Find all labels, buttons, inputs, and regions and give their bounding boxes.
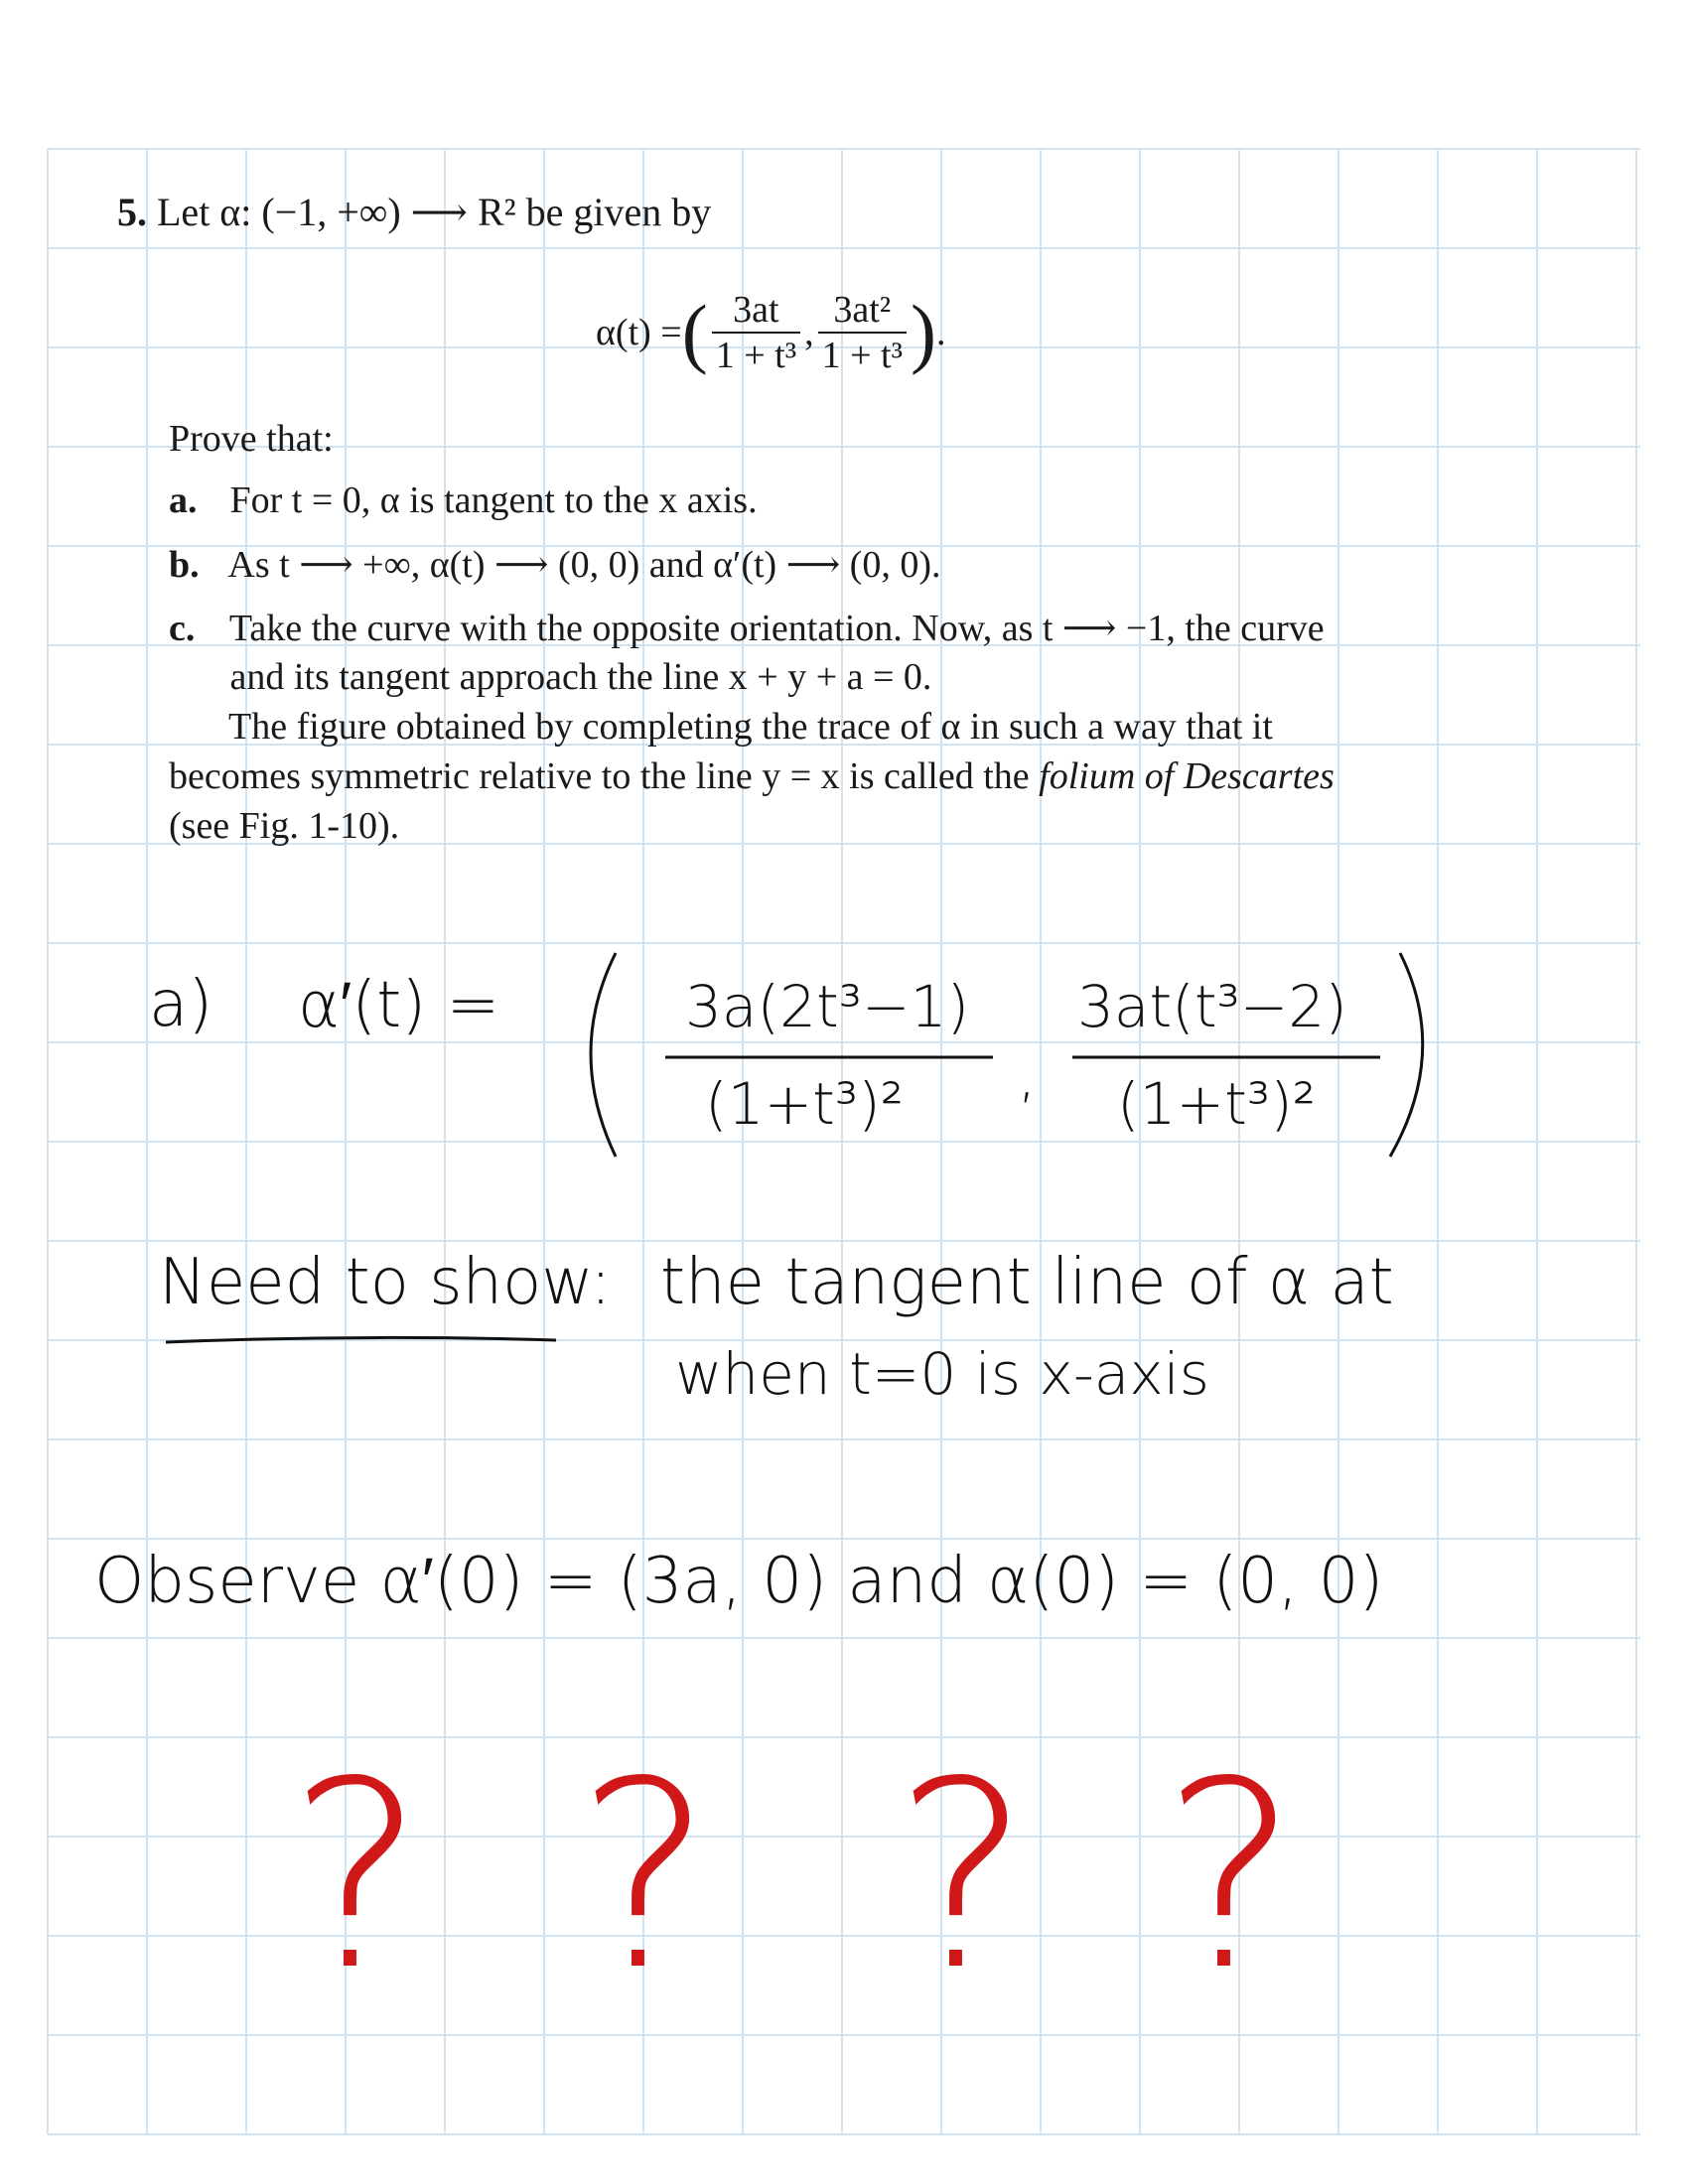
problem-number: 5. [117,190,147,234]
item-a [169,478,758,522]
folium-term: folium of Descartes [1039,755,1335,797]
derivative-denominator-1: (1+t³)² [705,1070,904,1138]
fraction-1-numerator: 3at [712,288,800,334]
need-to-show-label: Need to show: [159,1246,612,1319]
item-a-label: a. [169,479,198,521]
problem-statement [117,189,711,235]
derivative-comma: , [1018,1042,1037,1110]
item-b-label: b. [169,544,200,586]
alpha-formula: α(t) = ( $\frac{3at}{\text{1 + t³}}$ , $\frac{\text{3at²}}{\text{1 + t³}}$ ) . [596,289,946,376]
need-underline [164,1330,561,1350]
close-paren: ) [910,289,936,375]
item-c [169,606,1325,650]
paragraph-line-1: The figure obtained by completing the trace of α in such a way that it [228,706,1273,748]
fraction-1-denominator: 1 + t³ [715,335,797,376]
derivative-lhs: α′(t) = [298,969,500,1042]
fraction-1 [712,288,800,377]
item-c-text: Take the curve with the opposite orientation. Now, as t ⟶ −1, the curve [228,608,1325,649]
question-mark-4: ? [1162,1727,1299,2027]
fraction-2-numerator: 3at² [818,288,907,334]
item-b [169,542,941,587]
need-to-show-text-2: when t=0 is x-axis [675,1340,1209,1408]
item-a-text: For t = 0, α is tangent to the x axis. [229,479,758,521]
derivative-numerator-1: 3a(2t³−1) [685,973,970,1040]
item-c-continued [169,655,931,699]
open-paren: ( [681,289,708,375]
problem-intro: Let α: (−1, +∞) ⟶ R² be given by [157,190,712,234]
observe-line: Observe α′(0) = (3a, 0) and α(0) = (0, 0) [94,1545,1384,1618]
need-to-show-text: the tangent line of α at [660,1246,1394,1319]
formula-lhs: α(t) = [596,312,682,353]
item-b-text: As t ⟶ +∞, α(t) ⟶ (0, 0) and α′(t) ⟶ (0, 0). [227,544,941,586]
part-label: a) [149,968,213,1041]
derivative-denominator-2: (1+t³)² [1117,1070,1316,1138]
paragraph-line-3: (see Fig. 1-10). [169,805,400,847]
fraction-2 [818,288,907,377]
question-mark-3: ? [894,1727,1031,2027]
paragraph-line-2 [169,754,1335,798]
derivative-numerator-2: 3at(t³−2) [1077,973,1347,1040]
question-mark-1: ? [288,1727,425,2027]
prove-label: Prove that: [169,418,334,460]
comma: , [804,312,814,353]
paragraph-line-2-text: becomes symmetric relative to the line y = x is called the [169,755,1030,797]
fraction-2-denominator: 1 + t³ [821,335,903,376]
item-c-label: c. [169,608,196,649]
question-mark-2: ? [576,1727,713,2027]
item-c2-text: and its tangent approach the line x + y + a = 0. [229,656,932,698]
